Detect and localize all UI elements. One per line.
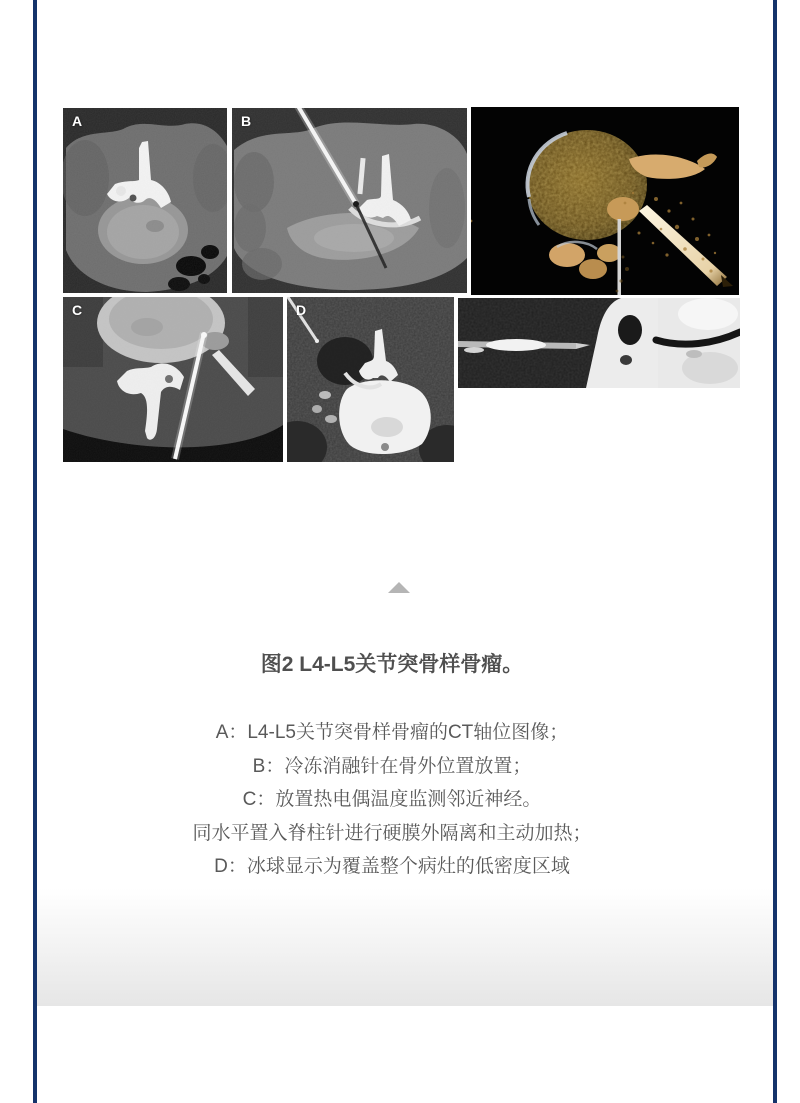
- figure-panel-d[interactable]: [287, 297, 454, 462]
- panel-label-a: A: [72, 113, 83, 129]
- caption-line-c: C：放置热电偶温度监测邻近神经。: [242, 789, 542, 810]
- panel-label-b: B: [241, 113, 252, 129]
- figure-caption-title: 图2 L4-L5关节突骨样骨瘤。: [260, 653, 524, 676]
- ct-3d-render-image: [471, 107, 739, 295]
- figure-caption-body: [0, 716, 784, 884]
- figure-panel-sagittal[interactable]: [458, 298, 740, 388]
- triangle-up-icon: [388, 582, 410, 593]
- caption-line-a: A：L4-L5关节突骨样骨瘤的CT轴位图像；: [215, 722, 569, 743]
- figure-panel-a[interactable]: [63, 108, 227, 293]
- figure-panel-c[interactable]: [63, 297, 283, 462]
- ct-axial-image-a: [63, 108, 227, 293]
- figure-panel-b[interactable]: [232, 108, 467, 293]
- ct-axial-image-b: [232, 108, 467, 293]
- figure-panel-3d-render[interactable]: [471, 107, 739, 295]
- section-fade-divider: [37, 888, 773, 1006]
- ct-sagittal-image: [458, 298, 740, 388]
- caption-line-c2: 同水平置入脊柱针进行硬膜外隔离和主动加热；: [192, 822, 592, 844]
- panel-label-d: D: [296, 302, 307, 318]
- caption-line-b: B：冷冻消融针在骨外位置放置；: [252, 755, 532, 777]
- ct-axial-image-d: [287, 297, 454, 462]
- ct-axial-image-c: [63, 297, 283, 462]
- panel-label-c: C: [72, 302, 83, 318]
- caption-line-d: D：冰球显示为覆盖整个病灶的低密度区域: [214, 856, 570, 877]
- right-page-border: [773, 0, 777, 1103]
